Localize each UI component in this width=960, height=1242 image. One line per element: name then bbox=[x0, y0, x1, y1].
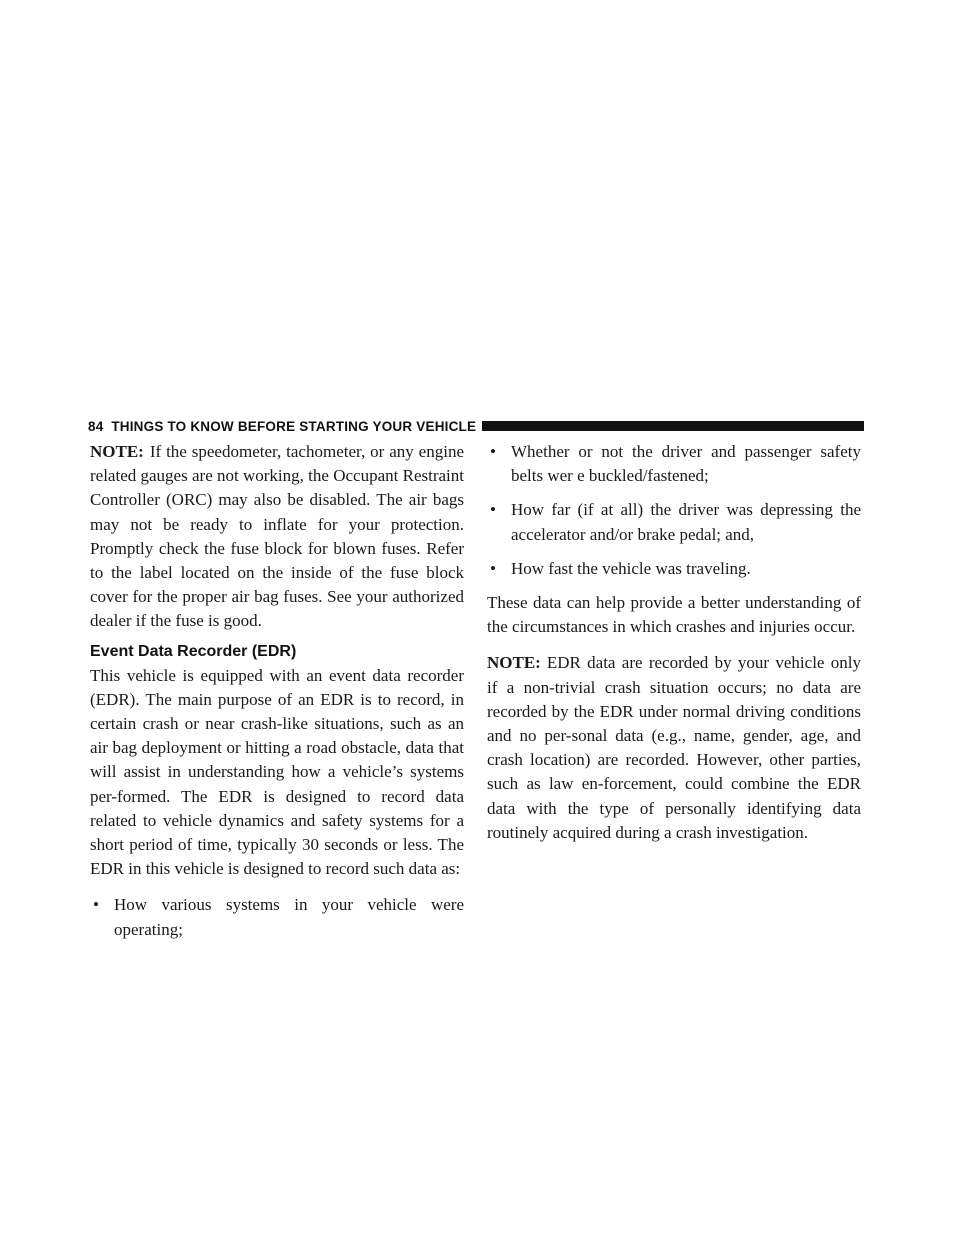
note-speedometer bbox=[90, 440, 464, 634]
bullet-dot: • bbox=[490, 500, 496, 520]
bullet-item bbox=[487, 440, 861, 488]
bullet-item bbox=[90, 893, 464, 941]
note-text: If the speedometer, tachometer, or any engine related gauges are not working, the Occupant Restraint Controller (ORC) may also be disabled. The air bags may not be ready to inflate for your protection. Promptly check the fuse block for blown fuses. Refer to the label located on the inside of the fuse block cover for the proper air bag fuses. See your authorized dealer if the fuse is good. bbox=[90, 442, 464, 631]
page-header bbox=[88, 416, 864, 436]
bullet-dot: • bbox=[490, 442, 496, 461]
data-understanding-paragraph: These data can help provide a better understanding of the circumstances in which crashes and injuries occur. bbox=[487, 593, 861, 637]
bullet-dot: • bbox=[93, 895, 99, 915]
edr-intro-paragraph: This vehicle is equipped with an event data recorder (EDR). The main purpose of an EDR is to record, in certain crash or near crash-like situations, such as an air bag deployment or hitting a road obstacle, data that will assist in understanding how a vehicle’s systems per-formed. The EDR is designed to record data related to vehicle dynamics and safety systems for a short period of time, typically 30 seconds or less. The EDR in this vehicle is designed to record such data as: bbox=[90, 665, 464, 879]
bullet-text: Whether or not the driver and passenger safety belts wer e buckled/fastened; bbox=[511, 442, 861, 486]
left-column bbox=[90, 440, 464, 952]
note-edr-data bbox=[487, 651, 861, 845]
bullet-item bbox=[487, 557, 861, 581]
note-label: NOTE: bbox=[90, 442, 144, 461]
right-column bbox=[487, 440, 861, 857]
note-label: NOTE: bbox=[487, 653, 541, 673]
section-heading-edr: Event Data Recorder (EDR) bbox=[90, 642, 297, 660]
bullet-text: How far (if at all) the driver was depressing the accelerator and/or brake pedal; and, bbox=[511, 500, 861, 544]
page-header-text bbox=[88, 419, 476, 434]
bullet-text: How fast the vehicle was traveling. bbox=[511, 558, 751, 578]
bullet-item bbox=[487, 498, 861, 546]
bullet-dot: • bbox=[490, 558, 496, 578]
page-number: 84 bbox=[88, 418, 104, 434]
note-text: EDR data are recorded by your vehicle only if a non-trivial crash situation occurs; no data are recorded by the EDR under normal driving conditions and no per-sonal data (e.g., name, gender, age, and crash location) are recorded. However, other parties, such as law en-forcement, could combine the EDR data with the type of personally identifying data routinely acquired during a crash investigation. bbox=[487, 653, 861, 842]
header-rule bbox=[482, 421, 864, 431]
bullet-text: How various systems in your vehicle were operating; bbox=[114, 895, 464, 939]
chapter-title: THINGS TO KNOW BEFORE STARTING YOUR VEHICLE bbox=[111, 418, 477, 434]
